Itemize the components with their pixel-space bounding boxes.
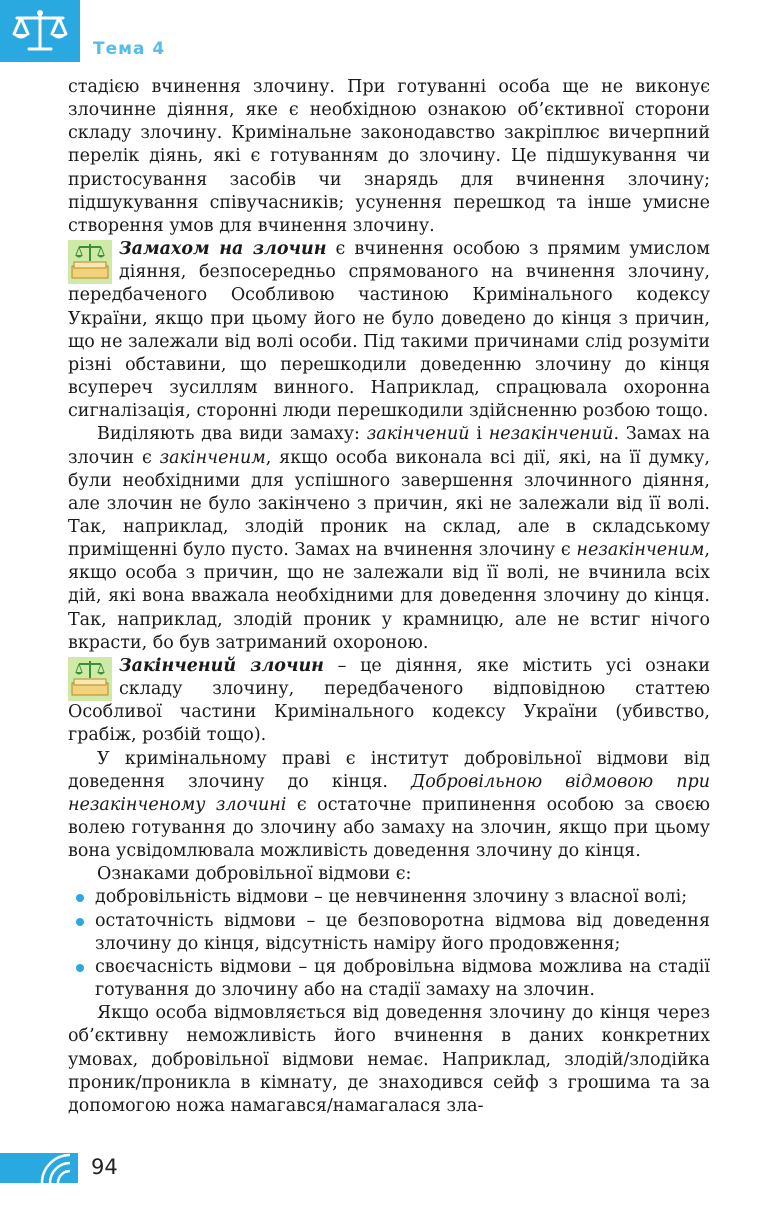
definition-text: – це діяння, яке містить усі ознаки складу злочину, передбаченого відповідною статтею Особливої частини Кримінального кодексу України (убивство, грабіж, розбій тощо).: [68, 655, 711, 746]
definition-text: є вчинення особою з прямим умислом діяння, безпосередньо спрямованого на вчинення злочину, передбаченого Особливою частиною Кримінального кодексу України, якщо при цьому його не було доведено до кінця з причин, що не залежали від волі особи. Під такими причинами слід розуміти різні обставини, що перешкодили доведенню злочину до кінця всупереч зусиллям винного. Наприклад, спрацювала охоронна сигналізація, сторонні люди перешкодили здійсненню розбою тощо.: [68, 239, 710, 422]
signal-waves-icon: [40, 1153, 78, 1183]
paragraph: стадією вчинення злочину. При готуванні особа ще не виконує злочинне діяння, яке є необхідною ознакою об’єктивної сторони складу злочину. Кримінальне законодавство закріплює вичерпний перелік діянь, які є готуванням до злочину. Це підшукування чи пристосування засобів чи знарядь для вчинення злочину; підшукування співучасників; усунення перешкод та інше умисне створення умов для вчинення злочину.: [68, 77, 710, 236]
definition-term: Замахом на злочин: [119, 239, 327, 260]
main-text: [68, 76, 710, 1118]
definition-term: Закінчений злочин: [119, 655, 324, 676]
bullet-icon: [76, 918, 84, 926]
scales-of-justice-icon: [11, 9, 69, 53]
paragraph: Ознаками добровільної відмови є:: [97, 864, 412, 885]
page-number: 94: [91, 1155, 118, 1179]
footer-bar: [0, 1153, 78, 1183]
definition-completed-crime: [68, 655, 710, 748]
voluntary-refusal-signs-list: [68, 886, 710, 1002]
header-banner: [0, 0, 80, 62]
definition-attempt: [68, 238, 710, 423]
paragraph: У кримінальному праві є інститут добровільної відмови від доведення злочину до кінця. Добровільною відмовою при незакінченому злочині є остаточне припинення особою за своєю волею готування до злочину або замаху на злочин, якщо при цьому вона усвідомлювала можливість доведення злочину до кінця.: [68, 748, 711, 862]
list-item: остаточність відмови – це безповоротна відмова від доведення злочину до кінця, відсутність наміру його продовження;: [68, 910, 710, 956]
bullet-icon: [76, 894, 84, 902]
list-item: своєчасність відмови – ця добровільна відмова можлива на стадії готування до злочину або на стадії замаху на злочин.: [68, 956, 710, 1002]
law-book-icon: [68, 240, 112, 284]
paragraph: Якщо особа відмовляється від доведення злочину до кінця через об’єктивну неможливість його вчинення в даних конкретних умовах, добровільної відмови немає. Наприклад, злодій/злодійка проник/проникла в кімнату, де знаходився сейф з грошима та за допомогою ножа намагався/намагалася зла-: [68, 1003, 710, 1116]
bullet-icon: [76, 964, 84, 972]
law-book-icon: [68, 657, 112, 701]
paragraph: Виділяють два види замаху: закінчений і незакінчений. Замах на злочин є закінченим, якщо особа виконала всі дії, які, на її думку, були необхідними для успішного завершення злочинного діяння, але злочин не було закінчено з причин, які не залежали від її волі. Так, наприклад, злодій проник на склад, але в складському приміщенні було пусто. Замах на вчинення злочину є незакінченим, якщо особа з причин, що не залежали від її волі, не вчинила всіх дій, які вона вважала необхідними для доведення злочину до кінця. Так, наприклад, злодій проник у крамницю, але не встиг нічого вкрасти, бо був затриманий охороною.: [68, 424, 710, 653]
list-item: добровільність відмови – це невчинення злочину з власної волі;: [68, 886, 710, 909]
theme-label: Тема 4: [93, 39, 166, 59]
